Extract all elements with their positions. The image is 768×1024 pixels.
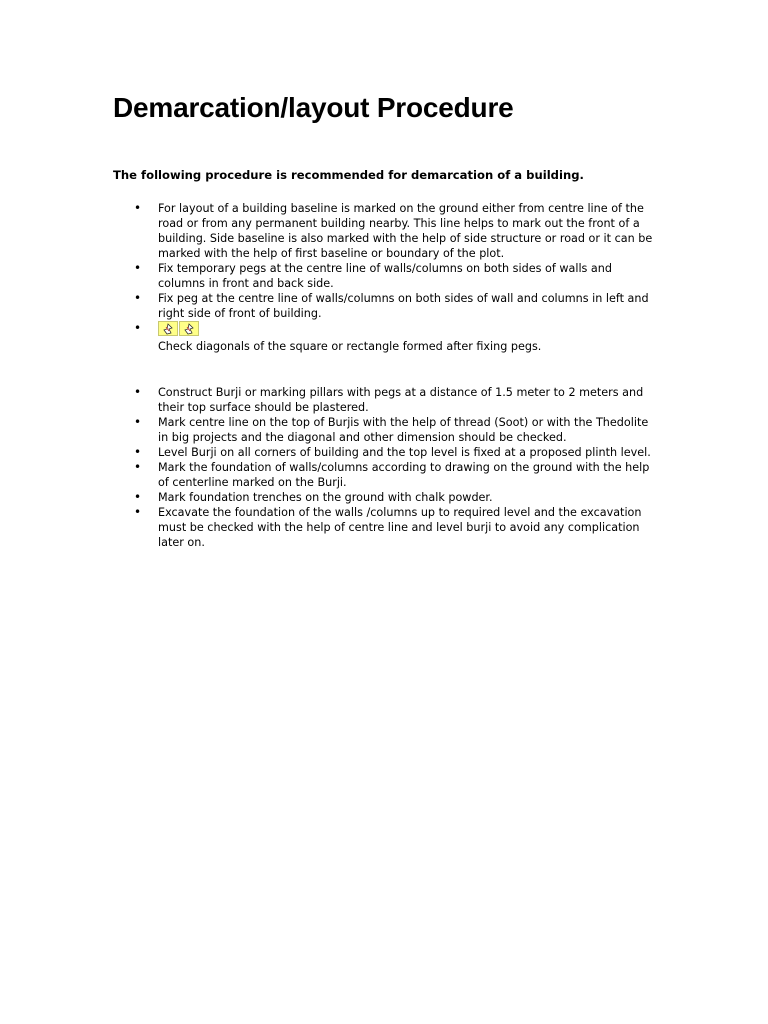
list-item [0, 415, 658, 445]
list-item [0, 291, 658, 321]
list-item-text: Mark the foundation of walls/columns according to drawing on the ground with the help of centerline marked on the Burji. [158, 461, 650, 489]
list-item-text: Construct Burji or marking pillars with pegs at a distance of 1.5 meter to 2 meters and their top surface should be plastered. [158, 386, 644, 414]
list-item-text: Mark centre line on the top of Burjis with the help of thread (Soot) or with the Thedolite in big projects and the diagonal and other dimension should be checked. [158, 416, 649, 444]
bullet: • [134, 460, 142, 474]
list-item [0, 445, 658, 460]
list-item [0, 385, 658, 415]
bullet: • [134, 291, 142, 305]
list-item [0, 490, 658, 505]
note-text: Check diagonals of the square or rectangle formed after fixing pegs. [158, 340, 542, 353]
list-item-text: Level Burji on all corners of building and the top level is fixed at a proposed plinth level. [158, 446, 651, 459]
bullet: • [134, 445, 142, 459]
list-item-text: For layout of a building baseline is marked on the ground either from centre line of the road or from any permanent building nearby. This line helps to mark out the front of a building. Side baseline is also marked with the help of side structure or road or it can be marked with the help of first baseline or boundary of the plot. [158, 202, 653, 260]
procedure-list-continued [0, 385, 768, 550]
intro-text: The following procedure is recommended for demarcation of a building. [113, 168, 584, 182]
list-item [0, 505, 658, 550]
bullet: • [134, 321, 142, 335]
page-title: Demarcation/layout Procedure [113, 92, 514, 123]
procedure-list [0, 201, 768, 338]
list-item-image [0, 321, 658, 338]
broken-image-icon [158, 321, 178, 336]
list-item [0, 460, 658, 490]
bullet: • [134, 490, 142, 504]
bullet: • [134, 201, 142, 215]
list-item-text: Mark foundation trenches on the ground with chalk powder. [158, 491, 493, 504]
bullet: • [134, 415, 142, 429]
list-item-text: Fix temporary pegs at the centre line of walls/columns on both sides of walls and columns in front and back side. [158, 262, 612, 290]
list-item [0, 261, 658, 291]
broken-image-icon [179, 321, 199, 336]
broken-image-icon-glyph [183, 323, 195, 335]
list-item-text: Excavate the foundation of the walls /columns up to required level and the excavation must be checked with the help of centre line and level burji to avoid any complication later on. [158, 506, 642, 549]
bullet: • [134, 505, 142, 519]
list-item-text: Fix peg at the centre line of walls/columns on both sides of wall and columns in left and right side of front of building. [158, 292, 649, 320]
bullet: • [134, 261, 142, 275]
list-item [0, 201, 658, 261]
bullet: • [134, 385, 142, 399]
broken-image-icon-glyph [162, 323, 174, 335]
second-section [0, 339, 768, 549]
